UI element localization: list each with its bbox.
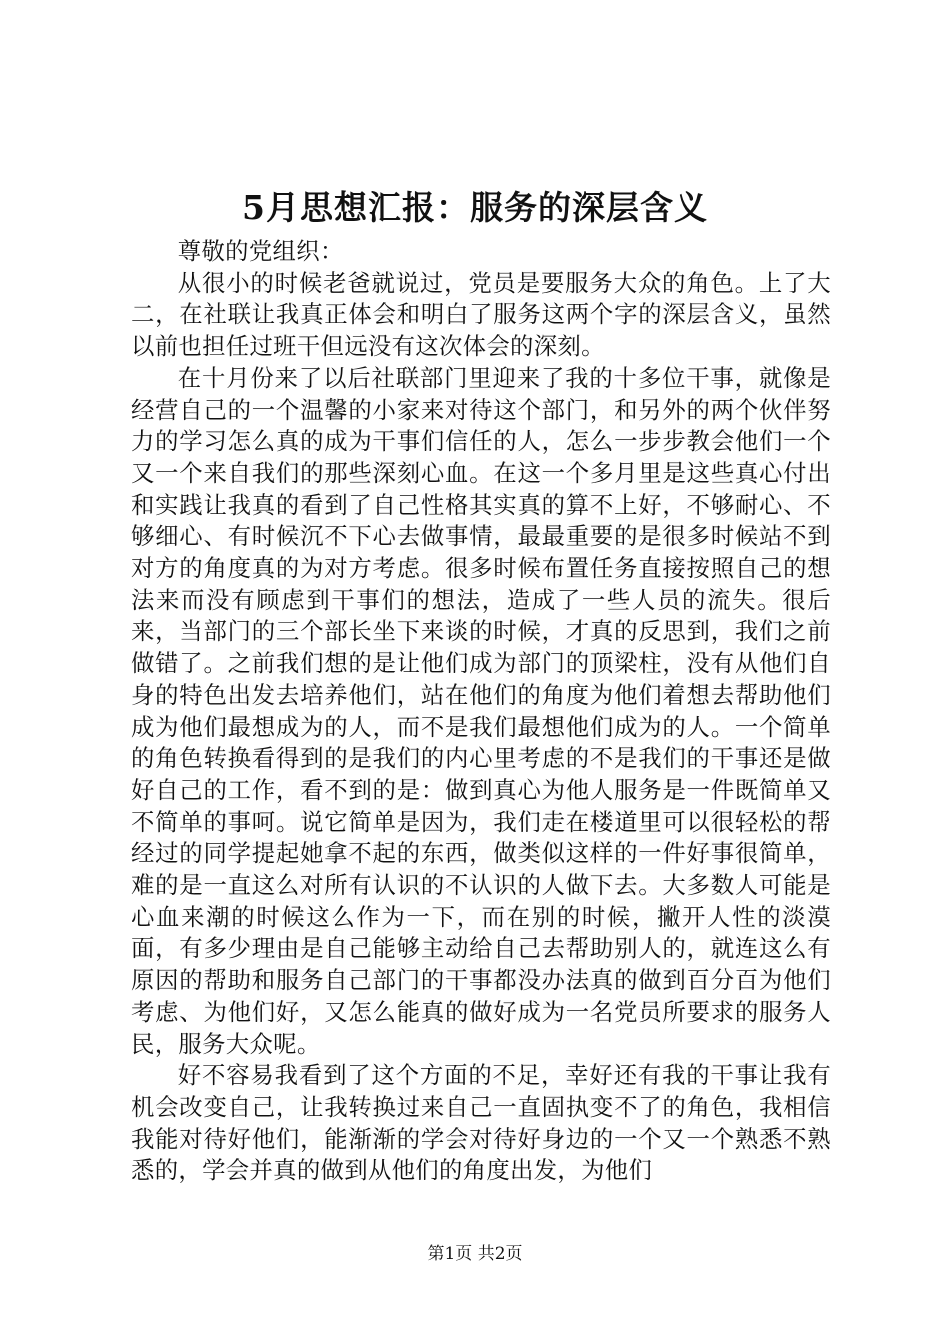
document-title: 5月思想汇报：服务的深层含义 [242, 188, 708, 227]
paragraph-1: 从很小的时候老爸就说过，党员是要服务大众的角色。上了大二，在社联让我真正体会和明白了服务这两个字的深层含义，虽然以前也担任过班干但远没有这次体会的深刻。 [131, 268, 831, 361]
paragraph-3: 好不容易我看到了这个方面的不足，幸好还有我的干事让我有机会改变自己，让我转换过来自己一直固执变不了的角色，我相信我能对待好他们，能渐渐的学会对待好身边的一个又一个熟悉不熟悉的，学会并真的做到从他们的角度出发，为他们 [131, 1061, 831, 1185]
document-body [131, 236, 831, 1187]
salutation: 尊敬的党组织： [177, 237, 344, 265]
paragraph-2: 在十月份来了以后社联部门里迎来了我的十多位干事，就像是经营自己的一个温馨的小家来对待这个部门，和另外的两个伙伴努力的学习怎么真的成为干事们信任的人，怎么一步步教会他们一个又一个来自我们的那些深刻心血。在这一个多月里是这些真心付出和实践让我真的看到了自己性格其实真的算不上好，不够耐心、不够细心、有时候沉不下心去做事情，最最重要的是很多时候站不到对方的角度真的为对方考虑。很多时候布置任务直接按照自己的想法来而没有顾虑到干事们的想法，造成了一些人员的流失。很后来，当部门的三个部长坐下来谈的时候，才真的反思到，我们之前做错了。之前我们想的是让他们成为部门的顶梁柱，没有从他们自身的特色出发去培养他们，站在他们的角度为他们着想去帮助他们成为他们最想成为的人，而不是我们最想他们成为的人。一个简单的角色转换看得到的是我们的内心里考虑的不是我们的干事还是做好自己的工作，看不到的是：做到真心为他人服务是一件既简单又不简单的事呵。说它简单是因为，我们走在楼道里可以很轻松的帮经过的同学提起她拿不起的东西，做类似这样的一件好事很简单，难的是一直这么对所有认识的不认识的人做下去。大多数人可能是心血来潮的时候这么作为一下，而在别的时候，撇开人性的淡漠面，有多少理由是自己能够主动给自己去帮助别人的，就连这么有原因的帮助和服务自己部门的干事都没办法真的做到百分百为他们考虑、为他们好，又怎么能真的做好成为一名党员所要求的服务人民，服务大众呢。 [131, 363, 831, 1058]
page-footer [0, 1242, 950, 1266]
page-number: 第1页 共2页 [427, 1244, 523, 1264]
